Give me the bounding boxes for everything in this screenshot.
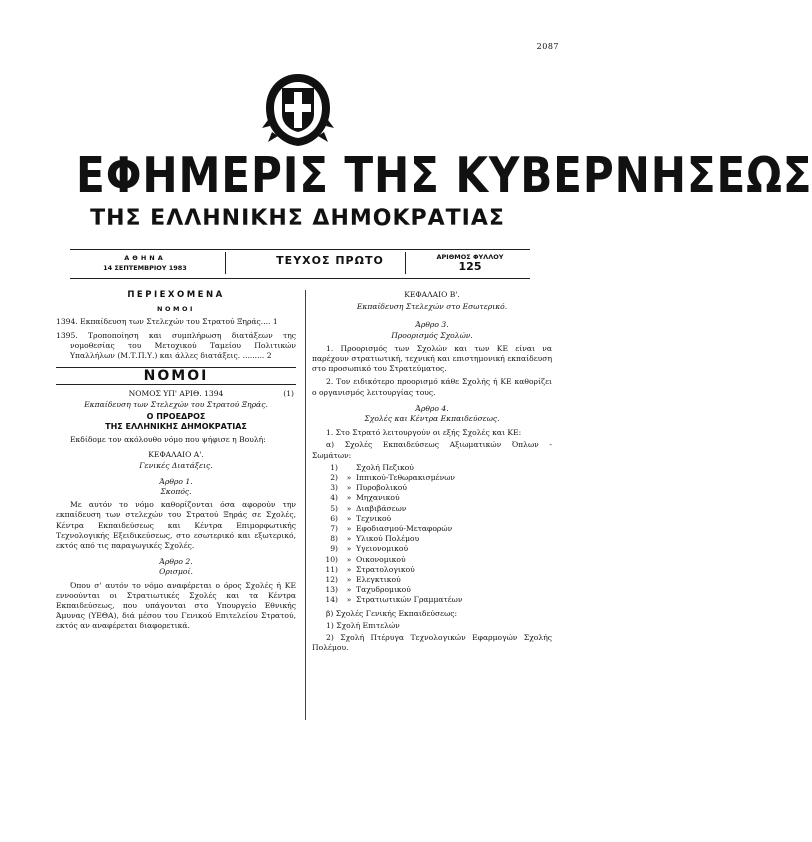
list-item-label: Υγειονομικού [356,544,409,554]
article-4-subsection-a: α) Σχολές Εκπαιδεύσεως Αξιωματικών Όπλων - Σωμάτων: [312,440,552,460]
issue-city-date [70,253,220,273]
list-item-number: 2) [330,473,338,483]
sheet-number-block [410,252,530,272]
school-list [312,463,552,606]
list-item [312,514,552,524]
list-item [312,575,552,585]
list-item [312,565,552,575]
list-item-ditto [342,463,356,473]
article-4-title: Σχολές και Κέντρα Εκπαιδεύσεως. [364,414,500,424]
list-item-number: 6) [330,513,338,523]
list-item-number: 10) [325,554,338,564]
list-item-ditto: » [346,575,352,585]
list-item-number: 1) [330,462,338,472]
article-3-paragraph-2: 2. Τον ειδικότερο προορισμό κάθε Σχολής ή ΚΕ καθορίζει ο οργανισμός λειτουργίας τους. [312,377,552,397]
list-item [312,473,552,483]
list-item [312,493,552,503]
list-item-ditto: » [346,524,352,534]
list-item-number: 3) [330,483,338,493]
list-item-label: Υλικού Πολέμου [356,534,420,544]
right-column [312,290,552,654]
list-item-label: Τεχνικού [356,513,392,523]
list-item-label: Στρατολογικού [356,564,415,574]
list-item-ditto: » [346,493,352,503]
law-subject: Εκπαίδευση των Στελεχών του Στρατού Ξηράς. [84,399,268,409]
list-item-label: Οικονομικού [356,554,406,564]
issue-date: 14 ΣΕΠΤΕΜΒΡΙΟΥ 1983 [103,264,187,272]
law-number: ΝΟΜΟΣ ΥΠ' ΑΡΙΘ. 1394 [128,389,224,399]
page-number: 2087 [536,42,559,51]
contents-item-1394: 1394. Εκπαίδευση των Στελεχών του Στρατού Ξηράς.... 1 [56,317,278,327]
list-item-ditto: » [346,473,352,483]
list-item [312,524,552,534]
article-2-heading: Άρθρο 2. [159,557,193,567]
article-2-text: Όπου σ' αυτόν το νόμο αναφέρεται ο όρος Σχολές ή ΚΕ εννοούνται οι Στρατιωτικές Σχολές και τα Κέντρα Εκπαιδεύσεως, που υπάγονται στο Υπουργείο Εθνικής Άμυνας (ΥΕΘΑ), διά μέσου του Γενικού Επιτελείου Στρατού, εκτός αν αναφέρεται διαφορετικά. [56,580,296,631]
list-item-number: 11) [325,564,338,574]
list-item-ditto: » [346,544,352,554]
sheet-number: 125 [458,260,482,273]
law-number-line [56,389,296,399]
general-school-1: 1) Σχολή Επιτελών [326,620,400,630]
list-item-number: 7) [330,524,338,534]
issue-city: ΑΘΗΝΑ [124,254,166,262]
list-item-label: Ελεγκτικού [356,575,401,585]
list-item-label: Εφοδιασμού-Μεταφορών [356,524,453,534]
list-item-ditto: » [346,534,352,544]
list-item-number: 13) [325,585,338,595]
gazette-title: ΕΦΗΜΕΡΙΣ ΤΗΣ ΚΥΒΕΡΝΗΣΕΩΣ [76,147,812,204]
sheet-number-label: ΑΡΙΘΜΟΣ ΦΥΛΛΟΥ [436,253,504,261]
chapter-a-heading: ΚΕΦΑΛΑΙΟ Α'. [148,450,204,460]
president-title: Ο ΠΡΟΕΔΡΟΣ [146,411,206,421]
list-item-ditto: » [346,554,352,564]
list-item-number: 14) [325,595,338,605]
article-2-title: Ορισμοί. [159,567,193,577]
contents-item-1395: 1395. Τροποποίηση και συμπλήρωση διατάξεων της νομοθεσίας του Μετοχικού Ταμείου Πολιτικών Υπαλλήλων (Μ.Τ.Π.Υ.) και άλλες διατάξεις. ......... 2 [56,330,296,361]
gazette-subtitle: ΤΗΣ ΕΛΛΗΝΙΚΗΣ ΔΗΜΟΚΡΑΤΙΑΣ [90,206,505,231]
republic-title: ΤΗΣ ΕΛΛΗΝΙΚΗΣ ΔΗΜΟΚΡΑΤΙΑΣ [105,422,247,432]
band-bottom-rule [70,278,530,279]
column-divider [305,290,306,720]
list-item-label: Διαβιβάσεων [356,503,407,513]
list-item [312,595,552,605]
article-4-heading: Άρθρο 4. [415,403,449,413]
list-item-ditto: » [346,503,352,513]
article-3-heading: Άρθρο 3. [415,320,449,330]
chapter-b-title: Εκπαίδευση Στελεχών στο Εσωτερικό. [356,302,508,312]
list-item-ditto: » [346,595,352,605]
list-item-number: 8) [330,534,338,544]
list-item [312,483,552,493]
article-1-text: Με αυτόν το νόμο καθορίζονται όσα αφορούν την εκπαίδευση των στελεχών του Στρατού Ξηράς σε Σχολές, Κέντρα Εκπαιδεύσεως και Κέντρα Επιμορφωτικής Τεχνολογικής Εξειδικεύσεως, στο εσωτερικό και εξωτερικό, εκτός από τις παραγωγικές Σχολές. [56,500,296,551]
laws-section-title: ΝΟΜΟΙ [143,368,209,385]
list-item-ditto: » [346,513,352,523]
list-item-ditto: » [346,483,352,493]
list-item-label: Ταχυδρομικού [356,585,411,595]
list-item-label: Μηχανικού [356,493,400,503]
list-item-label: Πυροβολικού [356,483,407,493]
law-footnote-ref: (1) [283,389,294,399]
list-item [312,544,552,554]
list-item-label: Στρατιωτικών Γραμματέων [356,595,463,605]
list-item [312,504,552,514]
list-item [312,463,552,473]
list-item-label: Σχολή Πεζικού [356,462,414,472]
general-school-2: 2) Σχολή Πτέρυγα Τεχνολογικών Εφαρμογών Σχολής Πολέμου. [312,633,552,653]
list-item-label: Ιππικού-Τεθωρακισμένων [356,473,456,483]
list-item-number: 5) [330,503,338,513]
contents-heading: ΠΕΡΙΕΧΟΜΕΝΑ [127,290,225,300]
article-4-paragraph-1: 1. Στο Στρατό λειτουργούν οι εξής Σχολές και ΚΕ: [326,428,522,438]
list-item [312,555,552,565]
article-3-paragraph-1: 1. Προορισμός των Σχολών και των ΚΕ είναι να παρέχουν στρατιωτική, τεχνική και επιστημονική εκπαίδευση στο προσωπικό του Στρατεύματος. [312,343,552,374]
list-item-number: 4) [330,493,338,503]
list-item-ditto: » [346,564,352,574]
chapter-a-title: Γενικές Διατάξεις. [139,460,213,470]
section-rule-2 [56,384,296,385]
list-item [312,534,552,544]
issue-series: ΤΕΥΧΟΣ ΠΡΩΤΟ [276,254,384,267]
band-top-rule [70,249,530,250]
article-3-title: Προορισμός Σχολών. [391,330,473,340]
list-item-number: 12) [325,575,338,585]
enactment-formula: Εκδίδομε τον ακόλουθο νόμο που ψήφισε η Βουλή: [70,435,266,445]
list-item-ditto: » [346,585,352,595]
band-divider-right [405,252,406,274]
contents-subheading: ΝΟΜΟΙ [157,305,195,314]
chapter-b-heading: ΚΕΦΑΛΑΙΟ Β'. [404,290,460,299]
coat-of-arms-emblem [258,70,338,150]
issue-band [70,251,530,277]
left-column [56,290,296,632]
article-1-title: Σκοπός. [160,487,192,497]
list-item-number: 9) [330,544,338,554]
article-4-subsection-b: β) Σχολές Γενικής Εκπαιδεύσεως: [326,608,458,618]
list-item [312,585,552,595]
article-1-heading: Άρθρο 1. [159,476,193,486]
band-divider-left [225,252,226,274]
